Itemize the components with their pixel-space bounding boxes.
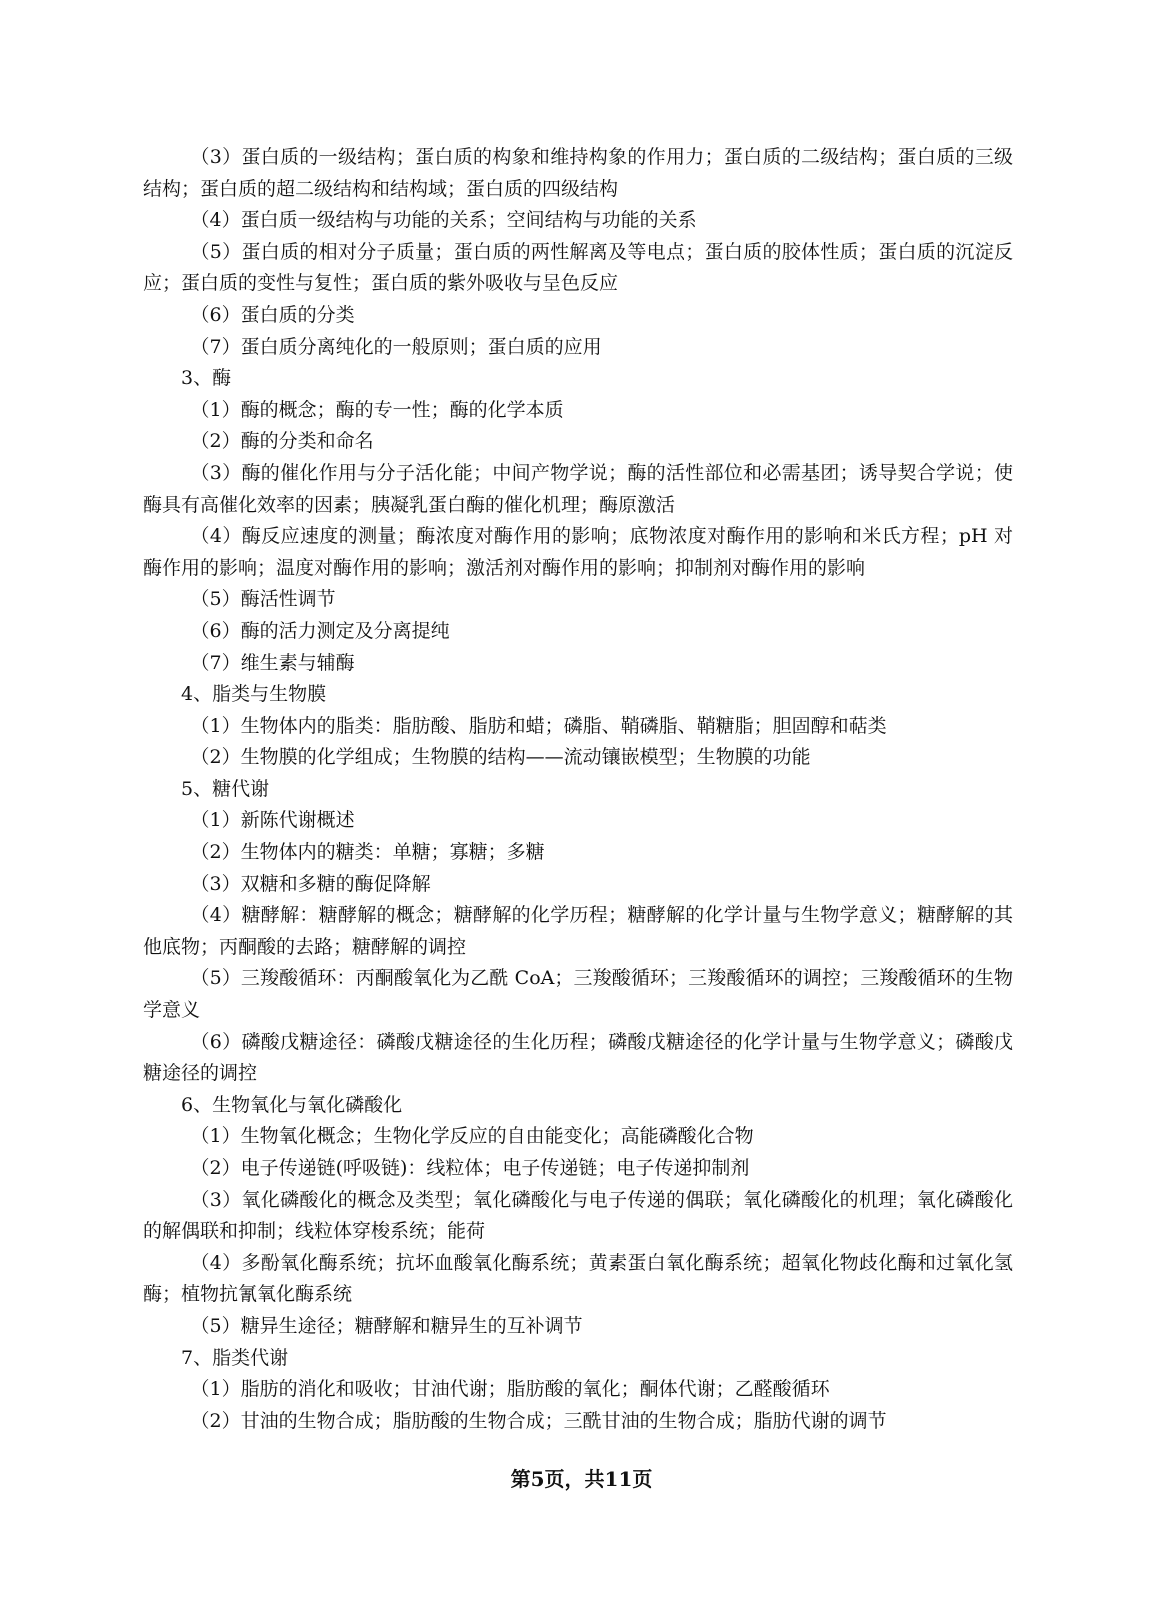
outline-item: （2）甘油的生物合成；脂肪酸的生物合成；三酰甘油的生物合成；脂肪代谢的调节: [190, 1409, 887, 1432]
outline-item: （7）蛋白质分离纯化的一般原则；蛋白质的应用: [190, 335, 602, 358]
outline-item: （1）酶的概念；酶的专一性；酶的化学本质: [190, 398, 564, 421]
section-heading: 7、脂类代谢: [181, 1346, 289, 1369]
outline-item: （2）生物膜的化学组成；生物膜的结构——流动镶嵌模型；生物膜的功能: [190, 746, 811, 769]
outline-item: （5）蛋白质的相对分子质量；蛋白质的两性解离及等电点；蛋白质的胶体性质；蛋白质的沉淀反应；蛋白质的变性与复性；蛋白质的紫外吸收与呈色反应: [143, 240, 1013, 295]
section-heading: 6、生物氧化与氧化磷酸化: [181, 1093, 403, 1116]
outline-item: （2）电子传递链(呼吸链)：线粒体；电子传递链；电子传递抑制剂: [190, 1157, 750, 1179]
section-heading: 5、糖代谢: [181, 777, 270, 800]
outline-item: （3）双糖和多糖的酶促降解: [190, 872, 431, 895]
section-heading: 4、脂类与生物膜: [181, 683, 327, 706]
outline-item: （5）糖异生途径；糖酵解和糖异生的互补调节: [190, 1314, 583, 1337]
outline-item: （7）维生素与辅酶: [190, 651, 355, 674]
outline-item: （4）糖酵解：糖酵解的概念；糖酵解的化学历程；糖酵解的化学计量与生物学意义；糖酵解的其他底物；丙酮酸的去路；糖酵解的调控: [143, 904, 1013, 958]
outline-item: （1）脂肪的消化和吸收；甘油代谢；脂肪酸的氧化；酮体代谢；乙醛酸循环: [190, 1378, 830, 1401]
page-number-footer: 第5页，共11页: [510, 1467, 653, 1491]
outline-item: （1）生物氧化概念；生物化学反应的自由能变化；高能磷酸化合物: [190, 1125, 754, 1148]
outline-item: （5）酶活性调节: [190, 588, 336, 611]
outline-item: （6）酶的活力测定及分离提纯: [190, 619, 450, 642]
outline-item: （2）生物体内的糖类：单糖；寡糖；多糖: [190, 841, 545, 864]
outline-item: （4）酶反应速度的测量；酶浓度对酶作用的影响；底物浓度对酶作用的影响和米氏方程；pH 对酶作用的影响；温度对酶作用的影响；激活剂对酶作用的影响；抑制剂对酶作用的影响: [143, 525, 1013, 579]
outline-item: （1）新陈代谢概述: [190, 809, 355, 832]
outline-item: （6）磷酸戊糖途径：磷酸戊糖途径的生化历程；磷酸戊糖途径的化学计量与生物学意义；磷酸戊糖途径的调控: [143, 1030, 1013, 1085]
outline-item: （2）酶的分类和命名: [190, 430, 374, 453]
document-body: [143, 142, 1013, 1437]
section-heading: 3、酶: [181, 367, 232, 390]
outline-item: （5）三羧酸循环：丙酮酸氧化为乙酰 CoA；三羧酸循环；三羧酸循环的调控；三羧酸循环的生物学意义: [143, 967, 1013, 1022]
outline-item: （4）多酚氧化酶系统；抗坏血酸氧化酶系统；黄素蛋白氧化酶系统；超氧化物歧化酶和过氧化氢酶；植物抗氰氧化酶系统: [143, 1251, 1013, 1306]
outline-item: （3）酶的催化作用与分子活化能；中间产物学说；酶的活性部位和必需基团；诱导契合学说；使酶具有高催化效率的因素；胰凝乳蛋白酶的催化机理；酶原激活: [143, 461, 1013, 516]
outline-item: （1）生物体内的脂类：脂肪酸、脂肪和蜡；磷脂、鞘磷脂、鞘糖脂；胆固醇和萜类: [190, 714, 887, 737]
outline-item: （3）蛋白质的一级结构；蛋白质的构象和维持构象的作用力；蛋白质的二级结构；蛋白质的三级结构；蛋白质的超二级结构和结构域；蛋白质的四级结构: [143, 146, 1013, 200]
outline-item: （3）氧化磷酸化的概念及类型；氧化磷酸化与电子传递的偶联；氧化磷酸化的机理；氧化磷酸化的解偶联和抑制；线粒体穿梭系统；能荷: [143, 1188, 1013, 1243]
outline-item: （4）蛋白质一级结构与功能的关系；空间结构与功能的关系: [190, 209, 697, 232]
outline-item: （6）蛋白质的分类: [190, 303, 355, 326]
